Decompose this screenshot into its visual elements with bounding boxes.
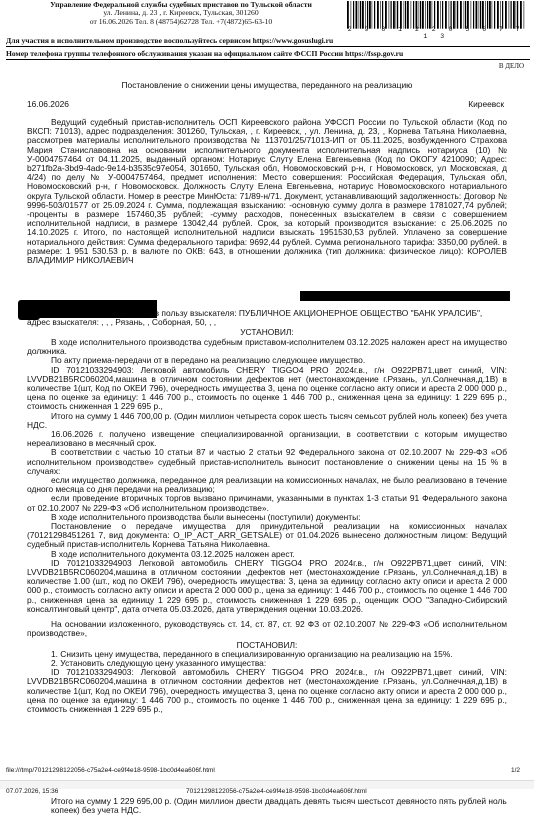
- document-intro: [27, 118, 507, 265]
- redaction: [27, 300, 157, 309]
- postanovil-heading: ПОСТАНОВИЛ:: [236, 639, 298, 650]
- paragraph: если проведение вторичных торгов вызвано причинами, указанными в пунктах 1-3 статьи 91 Федерального закона от 02.10.2007 № 229-ФЗ «Об исполнительном производстве».: [27, 493, 507, 513]
- paragraph: 16.06.2026 г. получено извещение специализированной организации, в соответствии с которым имущество нереализовано в месячный срок.: [27, 429, 507, 449]
- document-body: [27, 338, 507, 714]
- paragraph: В соответствии с частью 10 статьи 87 и частью 2 статьи 92 Федерального закона от 02.10.2007 № 229-ФЗ «Об исполнительном производстве» судебный пристав-исполнитель выносит постановление о снижении цены на 15 % в случаях:: [27, 447, 507, 476]
- paragraph: если имущество должника, переданное для реализации на комиссионных началах, не было реализовано в течение одного месяца со дня передачи на реализацию;: [27, 475, 507, 495]
- phone-notice: Номер телефона группы телефонного обслуживания указан на официальном сайте ФССП России https://fssp.gov.ru: [6, 49, 404, 58]
- paragraph: ID 70121033294903: Легковой автомобиль CHERY TIGGO4 PRO 2024г.в., г/н O922PB71,цвет синий, VIN: LVVDB21B5RC060204,машина в отличном состоянии дефектов нет (местонахождение г.Рязань, ул.Солнечная,д.1В) в количестве 1(шт, Код по ОКЕИ 796), очередность имущества 3, цена по оценке согласно акту описи и ареста 2 000 000 р., цена по оценке за единицу: 1 446 700 р., стоимость по оценке 1 446 700 р., сниженная цена за единицу: 1 229 695 р., стоимость сниженная 1 229 695 р.,: [27, 364, 507, 412]
- paragraph: В ходе исполнительного производства судебным приставом-исполнителем 03.12.2025 наложен арест на имущество должника.: [27, 337, 507, 357]
- gosuslugi-notice: Для участия в исполнительном производстве воспользуйтесь сервисом https://www.gosuslugi.ru: [6, 36, 334, 45]
- paragraph: 1. Снизить цену имущества, переданного в специализированную организацию на реализацию на 15%.: [51, 648, 453, 659]
- print-datetime: 07.07.2026, 15:36: [6, 788, 59, 795]
- paragraph: 2. Установить следующую цену указанного имущества:: [51, 657, 267, 668]
- total-line: Итого на сумму 1 229 695,00 р. (Один миллион двести двадцать девять тысяч шестьсот девяносто пять рублей ноль копеек) без учета НДС.: [51, 796, 507, 816]
- v-delo-mark: В ДЕЛО: [498, 62, 524, 70]
- print-file-path: file:///tmp/70121298122056-c75a2e4-ce9f4e18-9598-1bc0d4ea606f.html: [6, 767, 215, 774]
- paragraph: Итого на сумму 1 446 700,00 р. (Один миллион четыреста сорок шесть тысяч семьсот рублей ноль копеек) без учета НДС.: [27, 410, 507, 430]
- document-city: Киреевск: [468, 99, 504, 109]
- paragraph: ID 70121033294903 Легковой автомобиль CHERY TIGGO4 PRO 2024г.в., г/н O922PB71,цвет синий, VIN: LVVDB21B5RC060204,машина в отличном состоянии ,дефектов нет (местонахождение г.Рязань, ул.Солнечная,д.1В) в количестве 1.00 (шт., код по ОКЕИ 796), очередность имущества: 3, цена за единицу согласно акту описи и ареста 2 000 000 р., стоимость согласно акту описи и ареста 2 000 000 р., цена за единицу: 1 446 700 р., стоимость по оценке 1 446 700 р., сниженная цена за единицу 1 229 695 р., стоимость сниженная 1 229 695 р., оценщик ООО "Западно-Сибирский консалтинговый центр", дата отчета 05.03.2026, дата утверждения оценки 10.03.2026.: [27, 557, 507, 614]
- paragraph: В ходе исполнительного документа 03.12.2025 наложен арест.: [51, 548, 295, 559]
- document-date: 16.06.2026: [27, 99, 69, 109]
- paragraph: Постановление о передаче имущества для принудительной реализации на комиссионных началах (70121298451261 7, вид документа: O_IP_ACT_ARR_GETSALE) от 01.04.2026 вынесено должностным лицом: Ведущий судебный пристав-исполнитель Корнева Татьяна Николаевна.: [27, 521, 507, 550]
- divider: [6, 59, 530, 60]
- claimant-line: , в пользу взыскателя: ПУБЛИЧНОЕ АКЦИОНЕРНОЕ ОБЩЕСТВО "БАНК УРАЛСИБ",: [150, 308, 483, 318]
- redaction: [300, 291, 510, 301]
- paragraph: На основании изложенного, руководствуясь ст. 14, ст. 87, ст. 92 ФЗ от 02.10.2007 № 229-ФЗ «Об исполнительном производстве»,: [27, 619, 507, 639]
- divider: [6, 46, 530, 47]
- document-title: Постановление о снижении цены имущества, переданного на реализацию: [121, 80, 413, 90]
- paragraph: В ходе исполнительного производства были вынесены (поступили) документы:: [51, 511, 361, 522]
- letterhead: [22, 1, 340, 26]
- print-filename: 70121298122056-c75a2e4-ce9f4e18-9598-1bc0d4ea606f.html: [186, 788, 367, 795]
- paragraph: ID 70121033294903: Легковой автомобиль CHERY TIGGO4 PRO 2024г.в., г/н O922PB71,цвет синий, VIN: LVVDB21B5RC060204,машина в отличном состоянии дефектов нет (местонахождение г.Рязань, ул.Солнечная,д.1В) в количестве 1(шт, Код по ОКЕИ 796), очередность имущества 3, цена по оценке согласно акту описи и ареста 2 000 000 р., цена по оценке за единицу: 1 446 700 р., стоимость по оценке 1 446 700 р., сниженная цена за единицу: 1 229 695 р., стоимость сниженная 1 229 695 р.,: [27, 667, 507, 714]
- org-address: ул. Ленина, д. 23 , г. Киреевск, Тульская, 301260: [103, 8, 259, 18]
- intro-paragraph: Ведущий судебный пристав-исполнитель ОСП Киреевского района УФССП России по Тульской области (Код по ВКСП: 71013), адрес подразделения: 301260, Тульская, , г. Киреевск, , ул. Ленина, д. 23, , Корнева Татьяна Николаевна, рассмотрев материалы исполнительного производства № 113701/25/71013-ИП от 05.11.2025, возбужденного Страхова Мария Станиславовна на основании исполнительного документа исполнительная надпись нотариуса (10) № У-0004757464 от 04.11.2025, выданный органом: Нотариус Слуту Елена Евгеньевна (Код по ОКОГУ 4210090; Адрес: b271fb2a-3bd9-4adc-9e14-b3535c97e054, 301650, Тульская обл, Новомосковский р-н, г Новомосковск, ул Московская, д 4/24) по делу № У-0004757464, предмет исполнения: Место совершения: Российская Федерация, Тульская обл, Новомосковский р-н, г Новомосковск. Должность Слуту Елена Евгеньевна, нотариус Новомосковского нотариального округа Тульской области. Номер в реестре МинЮста: 71/89-н/71. Документ, устанавливающий задолженность: Договор № 9996-503/01577 от 25.09.2024 г. Сумма, подлежащая взысканию: -основную сумму долга в размере 1781027,74 рублей; -проценты в размере 157460,35 рублей; -сумму расходов, понесенных взыскателем в связи с совершением исполнительной надписи, в размере 13042,44 рублей. Срок, за который производится взыскание: с 25.06.2025 по 14.10.2025 г. Итого, по настоящей исполнительной надписи взыскать 1951530,53 рублей. Уплачено за совершение нотариального действия: Сумма федерального тарифа: 9692,44 рублей. Сумма регионального тарифа: 3350,00 рублей. в размере: 1 951 530.53 р. в валюте по ОКВ: 643, в отношении должника (тип должника: физическое лицо): КОРОЛЕВ ВЛАДИМИР НИКОЛАЕВИЧ: [27, 117, 507, 266]
- page-number: 1/2: [510, 767, 520, 774]
- paragraph: По акту приема-передачи от в передано на реализацию следующее имущество.: [51, 355, 366, 366]
- org-name: Управление Федеральной службы судебных приставов по Тульской области: [50, 0, 312, 9]
- org-phones: от 16.06.2026 Тел. 8 (48754)62728 Тел. +7(4872)65-63-10: [89, 16, 273, 26]
- ustanovil-heading: УСТАНОВИЛ:: [240, 327, 294, 337]
- claimant-address: адрес взыскателя: , , , Рязань, , Соборная, 50, , ,: [27, 317, 217, 327]
- barcode-number: 2 9 8 1 2 2 0 5 6 7 7 1 3: [347, 26, 525, 40]
